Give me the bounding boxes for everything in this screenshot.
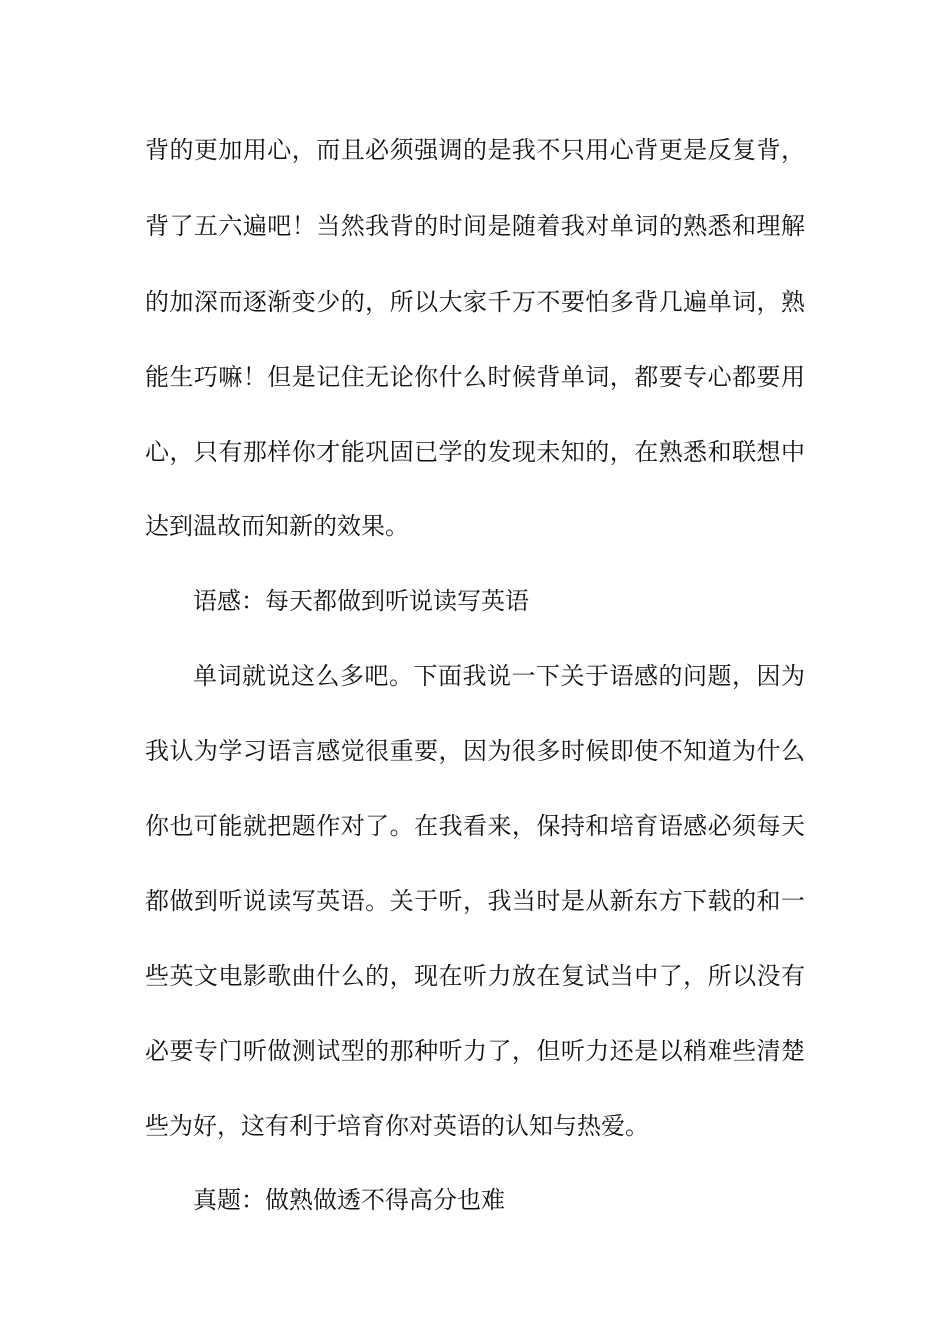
paragraph-line: 都做到听说读写英语。关于听，我当时是从新东方下载的和一 — [145, 887, 805, 915]
paragraph-line: 的加深而逐渐变少的，所以大家千万不要怕多背几遍单词，熟 — [145, 288, 805, 316]
section-heading: 语感：每天都做到听说读写英语 — [193, 587, 529, 615]
paragraph-line: 背的更加用心，而且必须强调的是我不只用心背更是反复背， — [145, 136, 805, 164]
paragraph-line: 我认为学习语言感觉很重要，因为很多时候即使不知道为什么 — [145, 737, 805, 765]
paragraph-line: 背了五六遍吧！当然我背的时间是随着我对单词的熟悉和理解 — [145, 212, 805, 240]
paragraph-line: 单词就说这么多吧。下面我说一下关于语感的问题，因为 — [193, 662, 805, 690]
paragraph-line: 必要专门听做测试型的那种听力了，但听力还是以稍难些清楚 — [145, 1037, 805, 1065]
paragraph-line: 达到温故而知新的效果。 — [145, 512, 409, 540]
paragraph-line: 你也可能就把题作对了。在我看来，保持和培育语感必须每天 — [145, 812, 805, 840]
paragraph-line: 些为好，这有利于培育你对英语的认知与热爱。 — [145, 1112, 649, 1140]
section-heading: 真题：做熟做透不得高分也难 — [193, 1186, 505, 1214]
paragraph-line: 些英文电影歌曲什么的，现在听力放在复试当中了，所以没有 — [145, 962, 805, 990]
paragraph-line: 心，只有那样你才能巩固已学的发现未知的，在熟悉和联想中 — [145, 438, 805, 466]
paragraph-line: 能生巧嘛！但是记住无论你什么时候背单词，都要专心都要用 — [145, 363, 805, 391]
